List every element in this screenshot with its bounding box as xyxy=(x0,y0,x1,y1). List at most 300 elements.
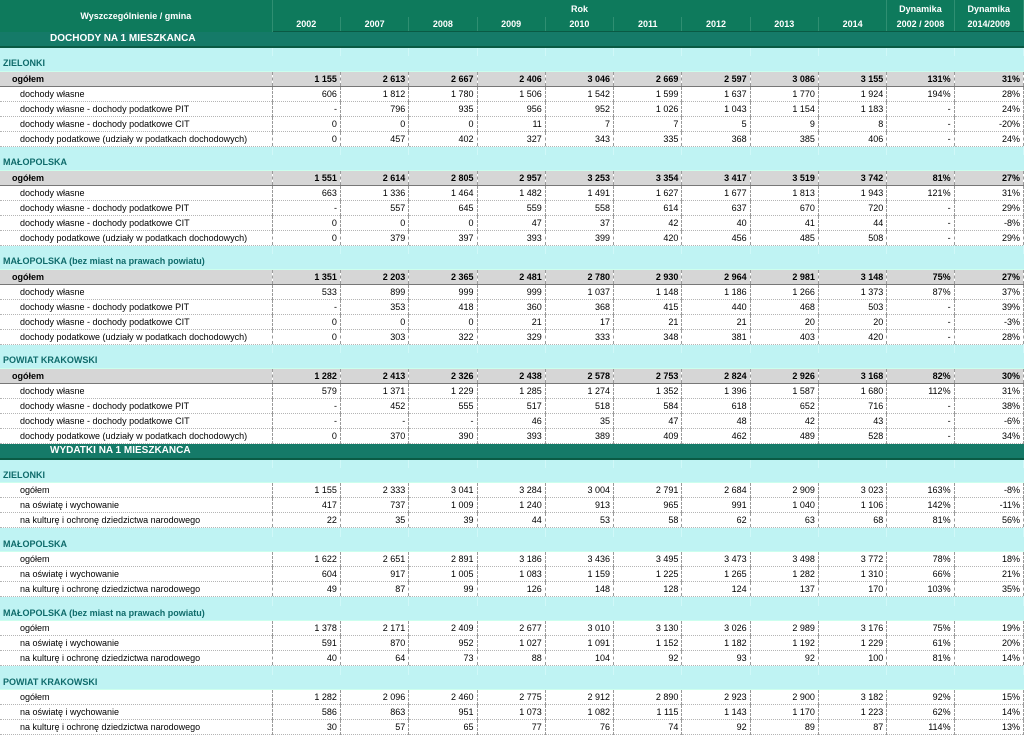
dynamika-2014-2009-cell: 34% xyxy=(954,428,1023,443)
dynamika-2014-2009-cell: 56% xyxy=(954,513,1023,528)
table-row xyxy=(0,230,1024,245)
region-name: MAŁOPOLSKA (bez miast na prawach powiatu) xyxy=(0,254,1024,269)
value-cell: 128 xyxy=(614,582,682,597)
value-cell: 57 xyxy=(340,720,408,735)
value-cell: 999 xyxy=(409,284,477,299)
value-cell: 517 xyxy=(477,398,545,413)
value-cell: 1 027 xyxy=(477,636,545,651)
value-cell: 93 xyxy=(682,651,750,666)
value-cell: 21 xyxy=(614,314,682,329)
value-cell: 586 xyxy=(272,705,340,720)
spacer-cell xyxy=(682,344,750,353)
value-cell: 2 805 xyxy=(409,170,477,185)
spacer-cell xyxy=(750,597,818,606)
value-cell: 637 xyxy=(682,200,750,215)
row-label: dochody własne xyxy=(0,86,272,101)
value-cell: 591 xyxy=(272,636,340,651)
value-cell: 1 265 xyxy=(682,567,750,582)
value-cell: 663 xyxy=(272,185,340,200)
row-label: na oświatę i wychowanie xyxy=(0,567,272,582)
value-cell: 2 930 xyxy=(614,269,682,284)
value-cell: 1 813 xyxy=(750,185,818,200)
header-dynamika-1-range: 2002 / 2008 xyxy=(887,17,954,32)
value-cell: 0 xyxy=(409,314,477,329)
value-cell: 65 xyxy=(409,720,477,735)
spacer-cell xyxy=(818,459,886,468)
value-cell: 913 xyxy=(545,498,613,513)
spacer-cell xyxy=(545,245,613,254)
value-cell: 49 xyxy=(272,582,340,597)
spacer-cell xyxy=(477,47,545,56)
value-cell: 63 xyxy=(750,513,818,528)
spacer-cell xyxy=(750,344,818,353)
spacer-cell xyxy=(887,597,954,606)
spacer-cell xyxy=(954,47,1023,56)
value-cell: 456 xyxy=(682,230,750,245)
value-cell: 100 xyxy=(818,651,886,666)
value-cell: 17 xyxy=(545,314,613,329)
value-cell: 1 170 xyxy=(750,705,818,720)
dynamika-2002-2008-cell: 163% xyxy=(887,483,954,498)
value-cell: 557 xyxy=(340,200,408,215)
value-cell: 951 xyxy=(409,705,477,720)
table-row xyxy=(0,582,1024,597)
spacer-row xyxy=(0,528,1024,537)
value-cell: 2 684 xyxy=(682,483,750,498)
spacer-cell xyxy=(0,47,272,56)
spacer-row xyxy=(0,666,1024,675)
region-header xyxy=(0,56,1024,71)
spacer-cell xyxy=(887,47,954,56)
dynamika-2014-2009-cell: 13% xyxy=(954,720,1023,735)
table-row xyxy=(0,705,1024,720)
row-label: dochody własne - dochody podatkowe PIT xyxy=(0,200,272,215)
dynamika-2014-2009-cell: 15% xyxy=(954,690,1023,705)
spacer-cell xyxy=(887,344,954,353)
value-cell: 965 xyxy=(614,498,682,513)
value-cell: 3 519 xyxy=(750,170,818,185)
value-cell: 2 669 xyxy=(614,71,682,86)
value-cell: 2 613 xyxy=(340,71,408,86)
value-cell: - xyxy=(272,413,340,428)
value-cell: 1 506 xyxy=(477,86,545,101)
value-cell: 360 xyxy=(477,299,545,314)
value-cell: 2 890 xyxy=(614,690,682,705)
region-name: ZIELONKI xyxy=(0,468,1024,483)
spacer-cell xyxy=(614,146,682,155)
spacer-cell xyxy=(409,47,477,56)
spacer-cell xyxy=(477,666,545,675)
value-cell: 2 791 xyxy=(614,483,682,498)
value-cell: 2 775 xyxy=(477,690,545,705)
value-cell: 1 152 xyxy=(614,636,682,651)
value-cell: 3 772 xyxy=(818,552,886,567)
value-cell: 409 xyxy=(614,428,682,443)
dynamika-2002-2008-cell: - xyxy=(887,314,954,329)
row-label: dochody własne xyxy=(0,383,272,398)
table-row xyxy=(0,215,1024,230)
dynamika-2002-2008-cell: 112% xyxy=(887,383,954,398)
region-header xyxy=(0,537,1024,552)
row-label: na kulturę i ochronę dziedzictwa narodowego xyxy=(0,651,272,666)
value-cell: 1 106 xyxy=(818,498,886,513)
value-cell: 2 677 xyxy=(477,621,545,636)
value-cell: 3 041 xyxy=(409,483,477,498)
table-row xyxy=(0,200,1024,215)
value-cell: 393 xyxy=(477,428,545,443)
value-cell: 1 159 xyxy=(545,567,613,582)
row-label: na kulturę i ochronę dziedzictwa narodowego xyxy=(0,513,272,528)
spacer-cell xyxy=(545,47,613,56)
value-cell: 457 xyxy=(340,131,408,146)
value-cell: 21 xyxy=(682,314,750,329)
value-cell: 1 943 xyxy=(818,185,886,200)
value-cell: 3 148 xyxy=(818,269,886,284)
value-cell: 3 284 xyxy=(477,483,545,498)
spacer-row xyxy=(0,245,1024,254)
dynamika-2014-2009-cell: 28% xyxy=(954,86,1023,101)
dynamika-2014-2009-cell: -8% xyxy=(954,483,1023,498)
spacer-row xyxy=(0,344,1024,353)
value-cell: 420 xyxy=(614,230,682,245)
value-cell: 368 xyxy=(545,299,613,314)
value-cell: 385 xyxy=(750,131,818,146)
row-label: ogółem xyxy=(0,552,272,567)
value-cell: 1 229 xyxy=(409,383,477,398)
value-cell: - xyxy=(272,101,340,116)
value-cell: 3 473 xyxy=(682,552,750,567)
row-label: dochody podatkowe (udziały w podatkach dochodowych) xyxy=(0,131,272,146)
value-cell: 2 909 xyxy=(750,483,818,498)
dynamika-2014-2009-cell: 18% xyxy=(954,552,1023,567)
value-cell: 1 464 xyxy=(409,185,477,200)
region-header xyxy=(0,468,1024,483)
table-row xyxy=(0,621,1024,636)
value-cell: 614 xyxy=(614,200,682,215)
value-cell: 104 xyxy=(545,651,613,666)
value-cell: 2 957 xyxy=(477,170,545,185)
spacer-cell xyxy=(750,245,818,254)
dynamika-2002-2008-cell: - xyxy=(887,116,954,131)
value-cell: 2 989 xyxy=(750,621,818,636)
value-cell: 1 155 xyxy=(272,483,340,498)
dynamika-2014-2009-cell: 31% xyxy=(954,71,1023,86)
value-cell: 44 xyxy=(818,215,886,230)
value-cell: 418 xyxy=(409,299,477,314)
spacer-cell xyxy=(750,459,818,468)
value-cell: 0 xyxy=(340,116,408,131)
section-header xyxy=(0,32,1024,48)
dynamika-2002-2008-cell: 81% xyxy=(887,651,954,666)
header-year: 2013 xyxy=(750,17,818,32)
row-label: na oświatę i wychowanie xyxy=(0,498,272,513)
spacer-row xyxy=(0,146,1024,155)
spacer-cell xyxy=(340,597,408,606)
dynamika-2014-2009-cell: 35% xyxy=(954,582,1023,597)
value-cell: 3 010 xyxy=(545,621,613,636)
dynamika-2002-2008-cell: 87% xyxy=(887,284,954,299)
dynamika-2014-2009-cell: 31% xyxy=(954,185,1023,200)
value-cell: 77 xyxy=(477,720,545,735)
value-cell: 0 xyxy=(272,116,340,131)
dynamika-2014-2009-cell: 14% xyxy=(954,705,1023,720)
value-cell: 0 xyxy=(272,131,340,146)
spacer-cell xyxy=(614,245,682,254)
spacer-cell xyxy=(818,666,886,675)
value-cell: 20 xyxy=(750,314,818,329)
spacer-cell xyxy=(0,666,272,675)
dynamika-2002-2008-cell: 131% xyxy=(887,71,954,86)
spacer-cell xyxy=(340,666,408,675)
value-cell: 2 900 xyxy=(750,690,818,705)
spacer-cell xyxy=(954,245,1023,254)
value-cell: 1 266 xyxy=(750,284,818,299)
region-header xyxy=(0,675,1024,690)
value-cell: 0 xyxy=(272,215,340,230)
value-cell: 1 026 xyxy=(614,101,682,116)
row-label: na kulturę i ochronę dziedzictwa narodowego xyxy=(0,582,272,597)
spacer-cell xyxy=(614,344,682,353)
value-cell: 44 xyxy=(477,513,545,528)
value-cell: 2 460 xyxy=(409,690,477,705)
region-name: MAŁOPOLSKA xyxy=(0,537,1024,552)
dynamika-2014-2009-cell: 31% xyxy=(954,383,1023,398)
value-cell: - xyxy=(272,200,340,215)
spacer-cell xyxy=(477,528,545,537)
section-title: DOCHODY NA 1 MIESZKANCA xyxy=(0,32,1024,48)
value-cell: 126 xyxy=(477,582,545,597)
spacer-cell xyxy=(954,666,1023,675)
value-cell: 1 924 xyxy=(818,86,886,101)
value-cell: 3 155 xyxy=(818,71,886,86)
value-cell: 40 xyxy=(682,215,750,230)
spacer-cell xyxy=(614,528,682,537)
value-cell: 64 xyxy=(340,651,408,666)
region-header xyxy=(0,353,1024,368)
spacer-cell xyxy=(340,459,408,468)
spacer-cell xyxy=(750,528,818,537)
header-year: 2012 xyxy=(682,17,750,32)
value-cell: 3 023 xyxy=(818,483,886,498)
dynamika-2002-2008-cell: - xyxy=(887,398,954,413)
dynamika-2002-2008-cell: 121% xyxy=(887,185,954,200)
value-cell: 393 xyxy=(477,230,545,245)
dynamika-2014-2009-cell: 28% xyxy=(954,329,1023,344)
value-cell: 489 xyxy=(750,428,818,443)
table-row xyxy=(0,116,1024,131)
spacer-cell xyxy=(614,47,682,56)
spacer-row xyxy=(0,459,1024,468)
spacer-cell xyxy=(409,146,477,155)
value-cell: 2 824 xyxy=(682,368,750,383)
value-cell: 2 964 xyxy=(682,269,750,284)
value-cell: 584 xyxy=(614,398,682,413)
value-cell: 2 481 xyxy=(477,269,545,284)
spacer-cell xyxy=(272,47,340,56)
spacer-cell xyxy=(954,146,1023,155)
value-cell: 3 186 xyxy=(477,552,545,567)
value-cell: 452 xyxy=(340,398,408,413)
spacer-cell xyxy=(0,344,272,353)
total-row xyxy=(0,71,1024,86)
row-label: ogółem xyxy=(0,621,272,636)
value-cell: 720 xyxy=(818,200,886,215)
row-label: ogółem xyxy=(0,483,272,498)
value-cell: 415 xyxy=(614,299,682,314)
value-cell: 503 xyxy=(818,299,886,314)
value-cell: 1 336 xyxy=(340,185,408,200)
dynamika-2014-2009-cell: -20% xyxy=(954,116,1023,131)
value-cell: 47 xyxy=(614,413,682,428)
spacer-cell xyxy=(954,344,1023,353)
value-cell: 1 637 xyxy=(682,86,750,101)
value-cell: 737 xyxy=(340,498,408,513)
spacer-cell xyxy=(272,459,340,468)
value-cell: 3 354 xyxy=(614,170,682,185)
spacer-cell xyxy=(818,528,886,537)
table-row xyxy=(0,428,1024,443)
spacer-cell xyxy=(409,459,477,468)
value-cell: 348 xyxy=(614,329,682,344)
value-cell: 1 223 xyxy=(818,705,886,720)
value-cell: 37 xyxy=(545,215,613,230)
value-cell: 381 xyxy=(682,329,750,344)
region-name: MAŁOPOLSKA xyxy=(0,155,1024,170)
dynamika-2014-2009-cell: -3% xyxy=(954,314,1023,329)
dynamika-2002-2008-cell: 142% xyxy=(887,498,954,513)
dynamika-2014-2009-cell: 24% xyxy=(954,131,1023,146)
value-cell: 417 xyxy=(272,498,340,513)
value-cell: 991 xyxy=(682,498,750,513)
row-label: dochody własne - dochody podatkowe CIT xyxy=(0,413,272,428)
value-cell: 343 xyxy=(545,131,613,146)
value-cell: 21 xyxy=(477,314,545,329)
table-row xyxy=(0,690,1024,705)
value-cell: 2 912 xyxy=(545,690,613,705)
spacer-cell xyxy=(818,597,886,606)
value-cell: 46 xyxy=(477,413,545,428)
value-cell: 3 026 xyxy=(682,621,750,636)
value-cell: 1 183 xyxy=(818,101,886,116)
dynamika-2002-2008-cell: 78% xyxy=(887,552,954,567)
value-cell: 22 xyxy=(272,513,340,528)
value-cell: 440 xyxy=(682,299,750,314)
value-cell: 11 xyxy=(477,116,545,131)
value-cell: 2 891 xyxy=(409,552,477,567)
value-cell: 1 770 xyxy=(750,86,818,101)
value-cell: 58 xyxy=(614,513,682,528)
spacer-cell xyxy=(340,146,408,155)
value-cell: 518 xyxy=(545,398,613,413)
dynamika-2002-2008-cell: 81% xyxy=(887,170,954,185)
value-cell: 1 282 xyxy=(750,567,818,582)
spacer-cell xyxy=(887,666,954,675)
value-cell: 329 xyxy=(477,329,545,344)
value-cell: 35 xyxy=(545,413,613,428)
dynamika-2014-2009-cell: -11% xyxy=(954,498,1023,513)
value-cell: 652 xyxy=(750,398,818,413)
value-cell: 1 812 xyxy=(340,86,408,101)
value-cell: 8 xyxy=(818,116,886,131)
value-cell: 42 xyxy=(614,215,682,230)
value-cell: 0 xyxy=(272,329,340,344)
value-cell: 1 285 xyxy=(477,383,545,398)
value-cell: 670 xyxy=(750,200,818,215)
dynamika-2014-2009-cell: 14% xyxy=(954,651,1023,666)
row-label: ogółem xyxy=(0,170,272,185)
dynamika-2014-2009-cell: 24% xyxy=(954,101,1023,116)
spacer-row xyxy=(0,47,1024,56)
value-cell: 952 xyxy=(409,636,477,651)
dynamika-2014-2009-cell: 39% xyxy=(954,299,1023,314)
value-cell: 3 176 xyxy=(818,621,886,636)
spacer-cell xyxy=(272,528,340,537)
dynamika-2002-2008-cell: - xyxy=(887,101,954,116)
value-cell: 9 xyxy=(750,116,818,131)
spacer-cell xyxy=(954,597,1023,606)
section-title: WYDATKI NA 1 MIESZKANCA xyxy=(0,443,1024,459)
value-cell: 1 551 xyxy=(272,170,340,185)
value-cell: 528 xyxy=(818,428,886,443)
spacer-cell xyxy=(545,459,613,468)
table-row xyxy=(0,513,1024,528)
spacer-cell xyxy=(272,344,340,353)
value-cell: 1 352 xyxy=(614,383,682,398)
value-cell: - xyxy=(409,413,477,428)
spacer-cell xyxy=(477,344,545,353)
row-label: na kulturę i ochronę dziedzictwa narodowego xyxy=(0,720,272,735)
value-cell: 1 073 xyxy=(477,705,545,720)
dynamika-2014-2009-cell: 27% xyxy=(954,170,1023,185)
table-row xyxy=(0,314,1024,329)
value-cell: 3 417 xyxy=(682,170,750,185)
spacer-cell xyxy=(272,597,340,606)
value-cell: 1 143 xyxy=(682,705,750,720)
spacer-cell xyxy=(682,459,750,468)
value-cell: 2 614 xyxy=(340,170,408,185)
table-row xyxy=(0,398,1024,413)
value-cell: 956 xyxy=(477,101,545,116)
spacer-cell xyxy=(954,459,1023,468)
spacer-cell xyxy=(0,597,272,606)
spacer-cell xyxy=(272,146,340,155)
value-cell: 645 xyxy=(409,200,477,215)
spacer-row xyxy=(0,597,1024,606)
dynamika-2014-2009-cell: 38% xyxy=(954,398,1023,413)
value-cell: 1 622 xyxy=(272,552,340,567)
value-cell: 2 365 xyxy=(409,269,477,284)
value-cell: 92 xyxy=(614,651,682,666)
total-row xyxy=(0,170,1024,185)
value-cell: 3 498 xyxy=(750,552,818,567)
value-cell: 5 xyxy=(682,116,750,131)
value-cell: 40 xyxy=(272,651,340,666)
row-label: ogółem xyxy=(0,690,272,705)
value-cell: 41 xyxy=(750,215,818,230)
spacer-cell xyxy=(409,245,477,254)
value-cell: 1 378 xyxy=(272,621,340,636)
value-cell: 618 xyxy=(682,398,750,413)
table-row xyxy=(0,498,1024,513)
value-cell: 2 597 xyxy=(682,71,750,86)
dynamika-2002-2008-cell: 75% xyxy=(887,621,954,636)
value-cell: 74 xyxy=(614,720,682,735)
header-year: 2002 xyxy=(272,17,340,32)
value-cell: 917 xyxy=(340,567,408,582)
region-header xyxy=(0,254,1024,269)
value-cell: 48 xyxy=(682,413,750,428)
table-row xyxy=(0,86,1024,101)
